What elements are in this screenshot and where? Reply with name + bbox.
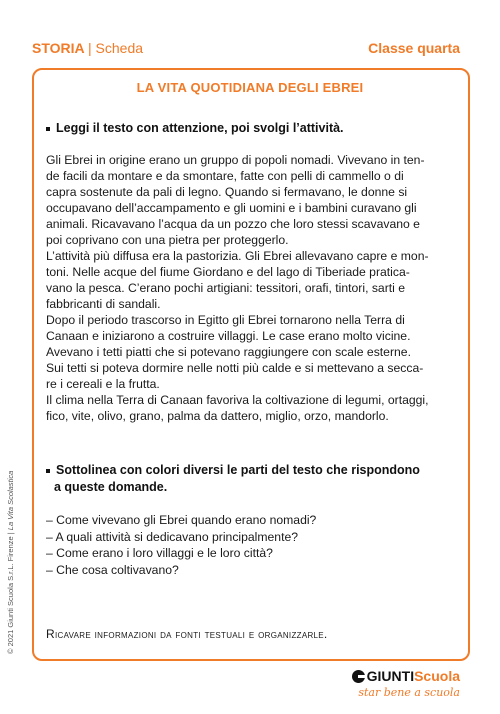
subject-name: STORIA bbox=[32, 40, 85, 56]
section-name: Scheda bbox=[95, 40, 144, 56]
text-line: Il clima nella Terra di Canaan favoriva la coltivazione di legumi, ortaggi, bbox=[46, 393, 429, 407]
instruction-read-text: Leggi il testo con attenzione, poi svolgi l’attività. bbox=[56, 121, 344, 135]
instruction-underline bbox=[46, 462, 456, 496]
copyright-publication: La Vita Scolastica bbox=[6, 470, 15, 531]
text-line: de facili da montare e da smontare, fatte con pelli di cammello o di bbox=[46, 169, 404, 183]
reading-text bbox=[46, 152, 454, 424]
header-separator: | bbox=[88, 40, 92, 56]
copyright-notice bbox=[6, 471, 15, 654]
text-line: Canaan e iniziarono a costruire villaggi. Le case erano molto vicine. bbox=[46, 329, 411, 343]
text-line: fico, vite, olivo, grano, palma da dattero, miglio, orzo, mandorlo. bbox=[46, 409, 389, 423]
instruction-underline-line1: Sottolinea con colori diversi le parti del testo che rispondono bbox=[56, 463, 420, 477]
giunti-g-icon bbox=[352, 670, 365, 683]
grade-label: Classe quarta bbox=[368, 40, 460, 56]
text-line: Avevano i tetti piatti che si potevano raggiungere con scale esterne. bbox=[46, 345, 411, 359]
question-item: – Che cosa coltivavano? bbox=[46, 562, 179, 577]
publisher-logo bbox=[340, 668, 460, 704]
text-line: L’attività più diffusa era la pastorizia. Gli Ebrei allevavano capre e mon- bbox=[46, 249, 429, 263]
instruction-read bbox=[46, 121, 344, 135]
question-item: – A quali attività si dedicavano principalmente? bbox=[46, 529, 299, 544]
text-line: fabbricanti di sandali. bbox=[46, 297, 161, 311]
question-item: – Come erano i loro villaggi e le loro città? bbox=[46, 546, 273, 560]
logo-wordmark bbox=[352, 668, 460, 684]
text-line: poi coprivano con una pietra per proteggerlo. bbox=[46, 233, 289, 247]
question-list bbox=[46, 512, 316, 578]
page-header bbox=[32, 40, 460, 60]
text-line: capra sostenute da pali di legno. Quando si fermavano, le donne si bbox=[46, 185, 408, 199]
text-line: Sui tetti si poteva dormire nelle notti più calde e si mettevano a secca- bbox=[46, 361, 424, 375]
text-line: occupavano dell’accampamento e gli uomini e i bambini curavano gli bbox=[46, 201, 417, 215]
logo-brand-b: Scuola bbox=[414, 668, 460, 684]
text-line: Gli Ebrei in origine erano un gruppo di popoli nomadi. Vivevano in ten- bbox=[46, 153, 425, 167]
copyright-text: © 2021 Giunti Scuola S.r.L. Firenze | bbox=[6, 532, 15, 654]
text-line: vano la pesca. C’erano pochi artigiani: tessitori, orafi, tintori, sarti e bbox=[46, 281, 406, 295]
text-line: re i cereali e la frutta. bbox=[46, 377, 160, 391]
logo-brand-a: GIUNTI bbox=[366, 668, 415, 684]
text-line: toni. Nelle acque del fiume Giordano e del lago di Tiberiade pratica- bbox=[46, 265, 410, 279]
text-line: animali. Ricavavano l’acqua da un pozzo che loro stessi scavavano e bbox=[46, 217, 420, 231]
logo-tagline: star bene a scuola bbox=[358, 686, 460, 699]
text-line: Dopo il periodo trascorso in Egitto gli Ebrei tornarono nella Terra di bbox=[46, 313, 405, 327]
bullet-icon bbox=[46, 469, 50, 473]
learning-goal: Ricavare informazioni da fonti testuali e organizzarle. bbox=[46, 627, 328, 641]
subject-label bbox=[32, 40, 143, 56]
bullet-icon bbox=[46, 127, 50, 131]
question-item: – Come vivevano gli Ebrei quando erano nomadi? bbox=[46, 513, 317, 527]
instruction-underline-line2: a queste domande. bbox=[54, 480, 168, 494]
page-title: LA VITA QUOTIDIANA DEGLI EBREI bbox=[136, 80, 364, 95]
